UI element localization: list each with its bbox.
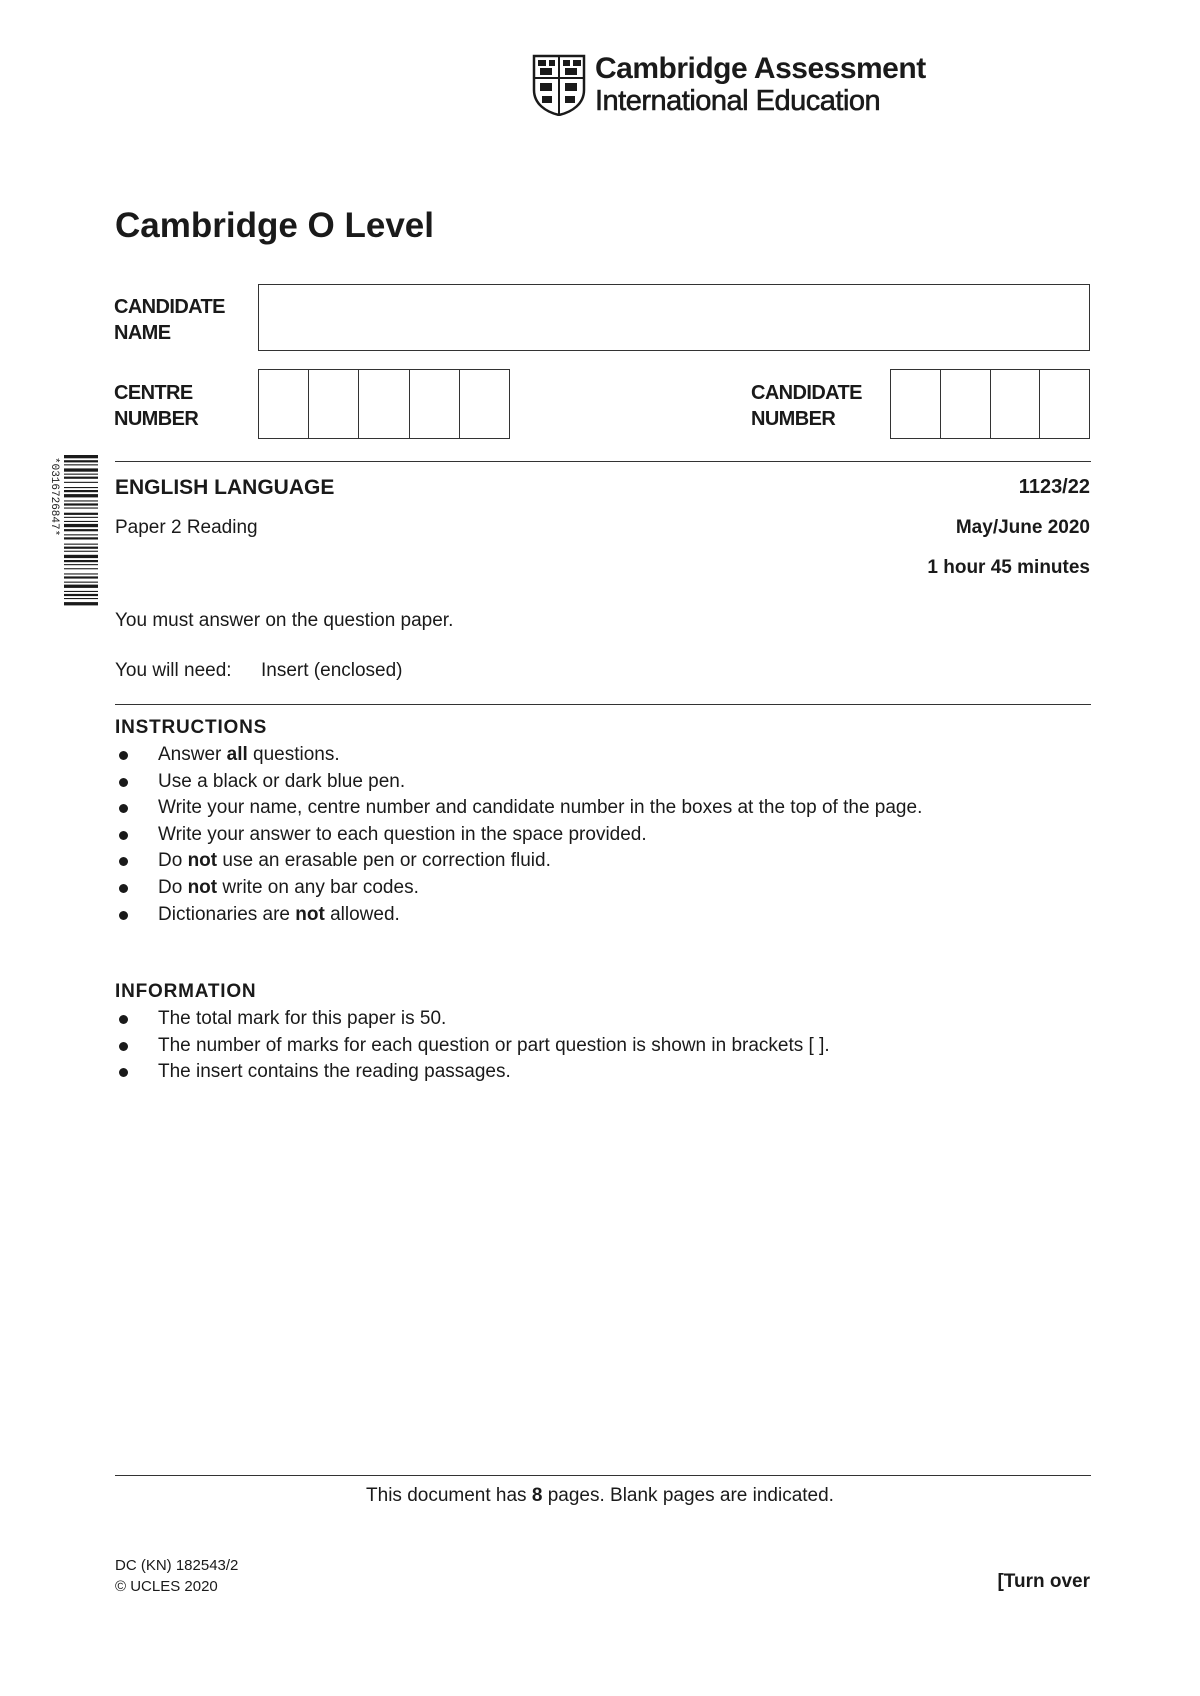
- barcode-bar: [64, 573, 98, 574]
- document-reference: [115, 1555, 238, 1597]
- exam-session: May/June 2020: [955, 517, 1090, 538]
- instructions-heading: INSTRUCTIONS: [115, 717, 268, 738]
- cambridge-logo: [532, 52, 926, 118]
- candidate-number-digit-box[interactable]: [991, 370, 1041, 438]
- candidate-number-field[interactable]: [890, 369, 1090, 439]
- paper-name: Paper 2 Reading: [115, 517, 258, 538]
- centre-number-digit-box[interactable]: [410, 370, 460, 438]
- information-item: The insert contains the reading passages.: [115, 1059, 1095, 1086]
- barcode-bar: [64, 537, 98, 539]
- bullet-icon: [119, 911, 128, 920]
- barcode-bar: [64, 500, 98, 501]
- barcode-bar: [64, 508, 98, 509]
- barcode-bar: [64, 482, 98, 483]
- information-heading: INFORMATION: [115, 981, 257, 1002]
- subject-title: ENGLISH LANGUAGE: [115, 476, 335, 499]
- bullet-icon: [119, 804, 128, 813]
- copyright: © UCLES 2020: [115, 1578, 218, 1595]
- barcode-bar: [64, 503, 98, 505]
- page-title: Cambridge O Level: [115, 206, 434, 245]
- centre-number-digit-box[interactable]: [359, 370, 409, 438]
- barcode-text: *0316726847*: [48, 457, 60, 537]
- materials-label: You will need:: [115, 660, 232, 681]
- bullet-icon: [119, 1015, 128, 1024]
- barcode-bar: [64, 568, 98, 569]
- bullet-icon: [119, 751, 128, 760]
- candidate-number-digit-box[interactable]: [891, 370, 941, 438]
- barcode-bar: [64, 591, 98, 592]
- centre-number-digit-box[interactable]: [309, 370, 359, 438]
- barcode-bar: [64, 529, 98, 531]
- logo-line-1: Cambridge Assessment: [595, 52, 926, 85]
- centre-number-digit-box[interactable]: [259, 370, 309, 438]
- barcode-bar: [64, 544, 98, 545]
- barcode-bar: [64, 490, 98, 492]
- cambridge-shield-icon: [532, 54, 586, 116]
- bullet-icon: [119, 831, 128, 840]
- barcode-bar: [64, 582, 98, 583]
- barcode-bar: [64, 487, 98, 488]
- barcode-bar: [64, 555, 98, 558]
- information-item: The total mark for this paper is 50.: [115, 1006, 1095, 1033]
- barcode-bar: [64, 521, 98, 522]
- instruction-item: Do not write on any bar codes.: [115, 875, 1095, 902]
- centre-number-field[interactable]: [258, 369, 510, 439]
- barcode-bar: [64, 551, 98, 552]
- instruction-item: Write your answer to each question in the space provided.: [115, 822, 1095, 849]
- barcode-bar: [64, 564, 98, 565]
- candidate-number-digit-box[interactable]: [1040, 370, 1089, 438]
- bullet-icon: [119, 884, 128, 893]
- divider: [115, 461, 1091, 462]
- instruction-item: Use a black or dark blue pen.: [115, 769, 1095, 796]
- instructions-list: [115, 742, 1095, 928]
- barcode-bar: [64, 547, 98, 549]
- turn-over-label: [Turn over: [997, 1571, 1090, 1592]
- centre-number-label: CENTRE NUMBER: [114, 382, 199, 430]
- logo-wordmark: [595, 52, 926, 118]
- centre-number-digit-box[interactable]: [460, 370, 509, 438]
- divider: [115, 1475, 1091, 1476]
- barcode-bar: [64, 534, 98, 535]
- answer-note: You must answer on the question paper.: [115, 610, 454, 631]
- barcode-bar: [64, 585, 98, 588]
- bullet-icon: [119, 1068, 128, 1077]
- barcode-bar: [64, 524, 98, 527]
- exam-duration: 1 hour 45 minutes: [927, 557, 1090, 578]
- barcode-bar: [64, 560, 98, 562]
- candidate-name-field[interactable]: [258, 284, 1090, 351]
- information-item: The number of marks for each question or part question is shown in brackets [ ].: [115, 1033, 1095, 1060]
- materials-value: Insert (enclosed): [261, 660, 403, 681]
- barcode-bar: [64, 598, 98, 599]
- instruction-item: Dictionaries are not allowed.: [115, 902, 1095, 929]
- instruction-item: Write your name, centre number and candidate number in the boxes at the top of the page.: [115, 795, 1095, 822]
- barcode-bar: [64, 494, 98, 497]
- bullet-icon: [119, 857, 128, 866]
- barcode-bar: [64, 477, 98, 479]
- bullet-icon: [119, 778, 128, 787]
- information-list: [115, 1006, 1095, 1086]
- divider: [115, 704, 1091, 705]
- bullet-icon: [119, 1042, 128, 1051]
- barcode-bar: [64, 455, 98, 458]
- barcode-bar: [64, 474, 98, 475]
- barcode-bar: [64, 513, 98, 515]
- candidate-number-digit-box[interactable]: [941, 370, 991, 438]
- barcode-icon: [44, 455, 98, 685]
- barcode-bar: [64, 517, 98, 518]
- barcode-bar: [64, 464, 98, 465]
- instruction-item: Answer all questions.: [115, 742, 1095, 769]
- barcode-bar: [64, 576, 98, 578]
- document-code: DC (KN) 182543/2: [115, 1557, 239, 1574]
- candidate-name-label: CANDIDATE NAME: [114, 296, 225, 344]
- barcode-bar: [64, 468, 98, 471]
- logo-line-2: International Education: [595, 85, 881, 117]
- paper-code: 1123/22: [1018, 476, 1090, 498]
- page-count-note: This document has 8 pages. Blank pages are indicated.: [366, 1485, 834, 1506]
- instruction-item: Do not use an erasable pen or correction fluid.: [115, 848, 1095, 875]
- barcode-bar: [64, 602, 98, 605]
- candidate-number-label: CANDIDATE NUMBER: [751, 382, 862, 430]
- barcode-bar: [64, 594, 98, 596]
- barcode-bar: [64, 460, 98, 462]
